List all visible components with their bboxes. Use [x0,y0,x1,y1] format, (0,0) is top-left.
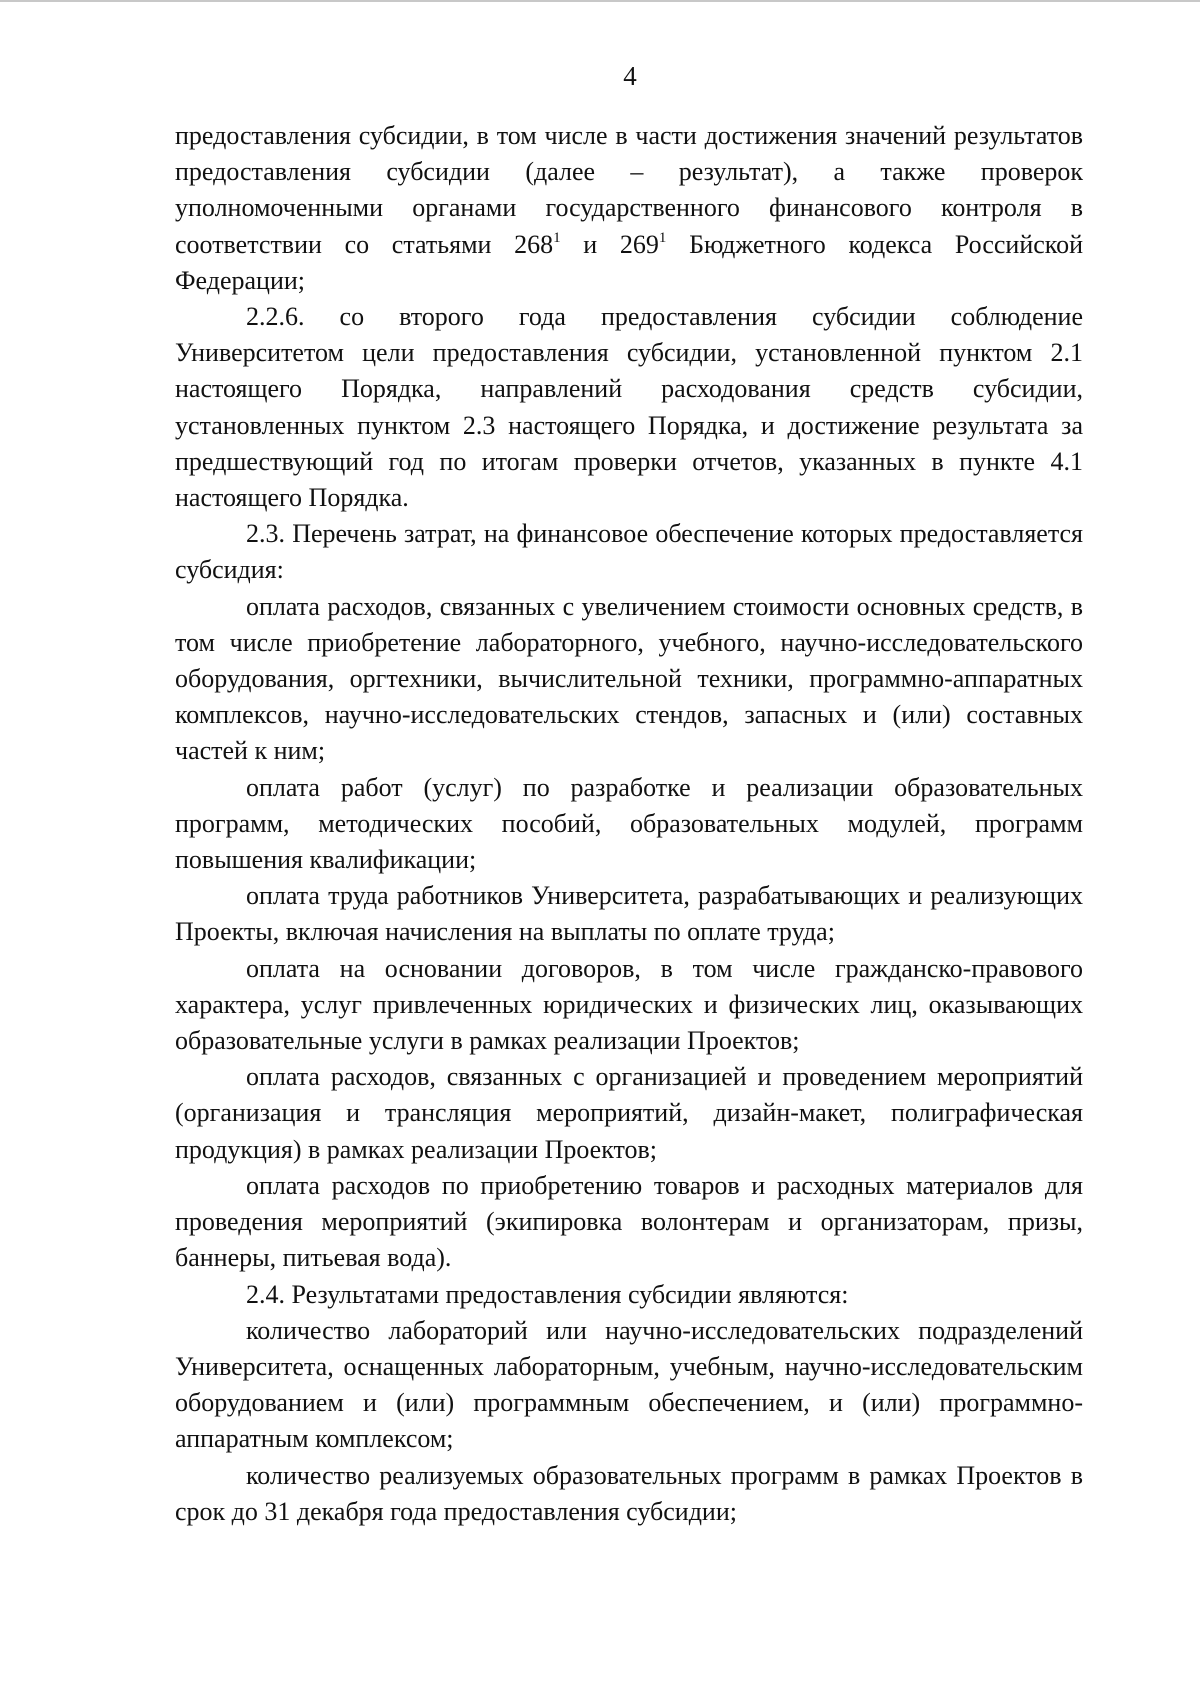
superscript: 1 [553,229,561,246]
page-number: 4 [623,61,637,91]
paragraph-text-part: Бюджетного кодекса Российской Федерации; [175,229,1084,295]
list-item-materials: оплата расходов по приобретению товаров и расходных материалов для проведения мероприятий (экипировка волонтерам и организаторам, призы, баннеры, питьевая вода). [175,1170,1083,1273]
list-item-fixed-assets: оплата расходов, связанных с увеличением стоимости основных средств, в том числе приобретение лабораторного, учебного, научно-исследовательского оборудования, оргтехники, вычислительной техники, программно-аппаратных комплексов, научно-исследовательских стендов, запасных и (или) составных частей к ним; [175,591,1083,766]
list-item-labor-costs: оплата труда работников Университета, разрабатывающих и реализующих Проекты, включая начисления на выплаты по оплате труда; [175,881,1083,947]
scan-top-edge [0,0,1200,2]
result-item-laboratories: количество лабораторий или научно-исследовательских подразделений Университета, оснащенных лабораторным, учебным, научно-исследовательским оборудованием и (или) программным обеспечением, и (или) программно-аппаратным комплексом; [175,1315,1083,1454]
list-item-contract-services: оплата на основании договоров, в том числе гражданско-правового характера, услуг привлеченных юридических и физических лиц, оказывающих образовательные услуги в рамках реализации Проектов; [175,953,1083,1056]
paragraph-text-part: и 269 [560,229,659,259]
paragraph-text-part: предоставления субсидии, в том числе в части достижения значений результатов предоставления субсидии (далее – результат), а также проверок уполномоченными органами государственного финансового контроля в соответствии со статьями 268 [175,121,1083,259]
result-item-programs: количество реализуемых образовательных программ в рамках Проектов в срок до 31 декабря года предоставления субсидии; [175,1460,1083,1526]
list-item-events: оплата расходов, связанных с организацией и проведением мероприятий (организация и трансляция мероприятий, дизайн-макет, полиграфическая продукция) в рамках реализации Проектов; [175,1062,1083,1164]
list-item-educational-programs: оплата работ (услуг) по разработке и реализации образовательных программ, методических пособий, образовательных модулей, программ повышения квалификации; [175,772,1083,875]
paragraph-2-4: 2.4. Результатами предоставления субсидии являются: [246,1279,849,1309]
superscript: 1 [658,229,667,246]
paragraph-2-2-6: 2.2.6. со второго года предоставления субсидии соблюдение Университетом цели предоставления субсидии, установленной пунктом 2.1 настоящего Порядка, направлений расходования средств субсидии, установленных пунктом 2.3 настоящего Порядка, и достижение результата за предшествующий год по итогам проверки отчетов, указанных в пункте 4.1 настоящего Порядка. [175,302,1083,513]
paragraph-continuation [175,118,1083,299]
paragraph-2-3: 2.3. Перечень затрат, на финансовое обеспечение которых предоставляется субсидия: [175,519,1083,585]
document-body [175,118,1083,1530]
